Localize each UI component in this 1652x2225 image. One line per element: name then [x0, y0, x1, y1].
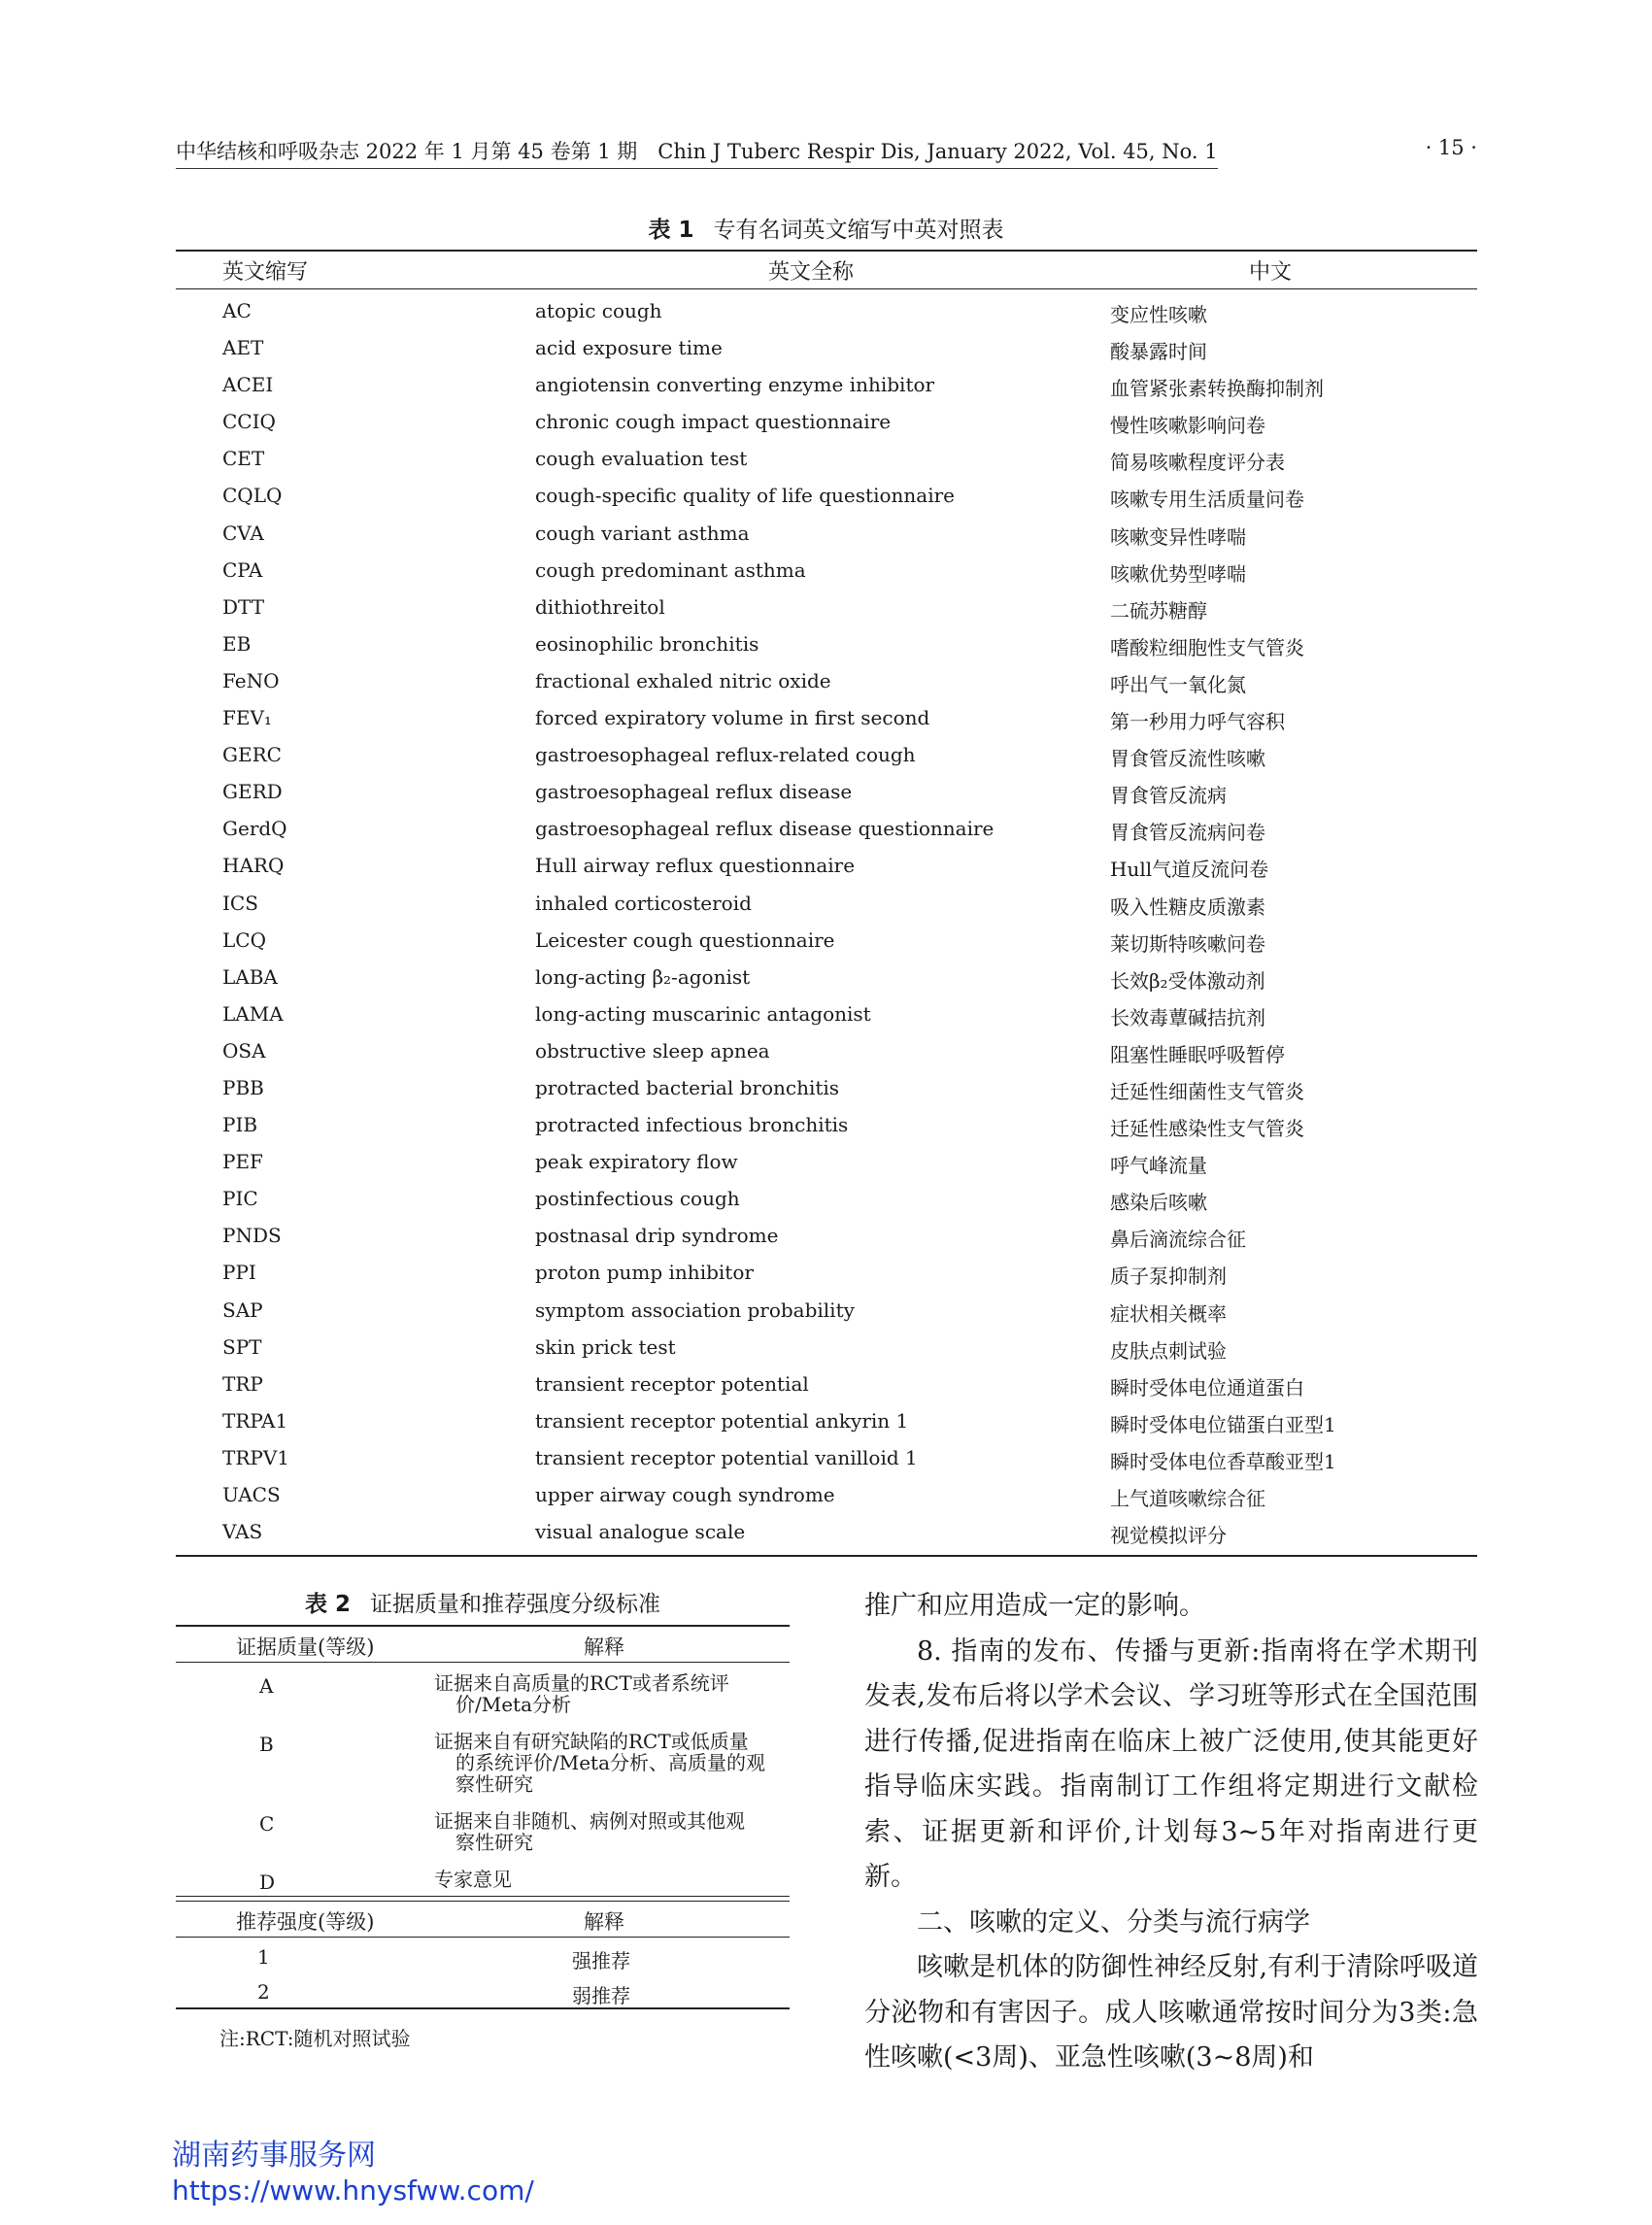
fullname-cell: transient receptor potential	[535, 1371, 809, 1396]
chinese-cell: 感染后咳嗽	[1110, 1191, 1207, 1215]
watermark-url[interactable]: https://www.hnysfww.com/	[172, 2174, 534, 2207]
fullname-cell: cough predominant asthma	[535, 557, 806, 582]
table-bottom-rule	[176, 1555, 1477, 1557]
t2-header-evidence	[176, 1627, 790, 1662]
fullname-cell: peak expiratory flow	[535, 1150, 738, 1174]
evidence-explanation	[434, 1859, 784, 1896]
abbr-cell: PNDS	[222, 1224, 282, 1248]
fullname-cell: eosinophilic bronchitis	[535, 631, 759, 656]
table-row	[176, 1033, 1477, 1070]
fullname-cell: inhaled corticosteroid	[535, 891, 752, 915]
table-row	[176, 330, 1477, 367]
table-row	[176, 700, 1477, 737]
table-row	[176, 1144, 1477, 1181]
table-row	[176, 737, 1477, 774]
abbr-cell: SPT	[222, 1334, 262, 1359]
fullname-cell: postinfectious cough	[535, 1187, 740, 1211]
table-row	[176, 1514, 1477, 1551]
explanation-line: 价/Meta分析	[455, 1693, 572, 1716]
chinese-cell: 长效β₂受体激动剂	[1110, 968, 1265, 993]
evidence-row	[176, 1663, 790, 1721]
chinese-cell: 咳嗽变异性哮喘	[1110, 524, 1246, 549]
paragraph-2: 8. 指南的发布、传播与更新:指南将在学术期刊发表,发布后将以学术会议、学习班等形式在全国范围进行传播,促进指南在临床上被广泛使用,使其能更好指导临床实践。指南制订工作组将定期进行文献检索、证据更新和评价,计划每3~5年对指南进行更新。	[864, 1635, 1478, 1892]
abbr-cell: UACS	[222, 1483, 281, 1506]
abbr-cell: GerdQ	[222, 817, 287, 841]
chinese-cell: 迁延性感染性支气管炎	[1110, 1117, 1304, 1141]
abbr-cell: GERD	[222, 780, 283, 804]
abbr-cell: GERC	[222, 743, 282, 767]
chinese-cell: 第一秒用力呼气容积	[1110, 710, 1285, 734]
body-text	[864, 1584, 1478, 2081]
abbr-cell: PPI	[222, 1261, 256, 1285]
table-row	[176, 553, 1477, 590]
abbr-cell: AC	[222, 299, 252, 322]
fullname-cell: atopic cough	[535, 299, 662, 322]
chinese-cell: 嗜酸粒细胞性支气管炎	[1110, 635, 1304, 659]
chinese-cell: 血管紧张素转换酶抑制剂	[1110, 377, 1324, 401]
table2-caption	[176, 1586, 790, 1618]
fullname-cell: forced expiratory volume in first second	[535, 706, 930, 730]
table-row	[176, 811, 1477, 848]
running-header	[176, 136, 1477, 171]
evidence-grade: A	[259, 1674, 274, 1698]
table-row	[176, 960, 1477, 996]
explanation-line: 察性研究	[455, 1831, 533, 1854]
table-row	[176, 1255, 1477, 1292]
t2-header-recommend	[176, 1902, 790, 1937]
chinese-cell: 鼻后滴流综合征	[1110, 1228, 1246, 1252]
evidence-grade: B	[259, 1733, 274, 1756]
abbr-cell: EB	[222, 631, 252, 656]
fullname-cell: cough variant asthma	[535, 521, 750, 545]
paragraph-3: 咳嗽是机体的防御性神经反射,有利于清除呼吸道分泌物和有害因子。成人咳嗽通常按时间分为3类:急性咳嗽(<3周)、亚急性咳嗽(3~8周)和	[864, 1952, 1478, 2073]
fullname-cell: Hull airway reflux questionnaire	[535, 854, 856, 878]
fullname-cell: visual analogue scale	[535, 1520, 746, 1544]
table-row	[176, 441, 1477, 478]
explanation-line: 证据来自非随机、病例对照或其他观	[434, 1809, 745, 1833]
table2-label: 表 2	[304, 1592, 351, 1617]
abbr-cell: TRP	[222, 1371, 263, 1396]
fullname-cell: transient receptor potential ankyrin 1	[535, 1408, 909, 1433]
fullname-cell: cough evaluation test	[535, 447, 748, 471]
abbr-cell: FEV₁	[222, 706, 272, 730]
abbr-cell: DTT	[222, 594, 265, 619]
fullname-cell: postnasal drip syndrome	[535, 1224, 779, 1248]
abbreviation-table	[176, 250, 1477, 1557]
fullname-cell: gastroesophageal reflux disease	[535, 780, 853, 804]
fullname-cell: protracted infectious bronchitis	[535, 1113, 849, 1137]
page-number: · 15 ·	[1425, 136, 1477, 159]
abbr-cell: TRPA1	[222, 1408, 288, 1433]
abbr-cell: TRPV1	[222, 1445, 290, 1469]
evidence-grade: D	[259, 1871, 276, 1894]
recommend-text: 弱推荐	[572, 1984, 630, 2007]
table1-caption	[0, 212, 1652, 244]
chinese-cell: 胃食管反流病问卷	[1110, 821, 1265, 845]
t2-header-strength: 推荐强度(等级)	[236, 1910, 375, 1934]
table-row	[176, 1070, 1477, 1107]
chinese-cell: 胃食管反流性咳嗽	[1110, 747, 1265, 771]
abbr-cell: AET	[222, 336, 264, 360]
evidence-row	[176, 1801, 790, 1859]
abbr-cell: PIC	[222, 1187, 258, 1211]
recommend-row	[176, 1972, 790, 2007]
abbr-cell: LCQ	[222, 927, 266, 952]
evidence-rows	[176, 1663, 790, 1896]
abbr-cell: VAS	[222, 1520, 263, 1544]
chinese-cell: 上气道咳嗽综合征	[1110, 1487, 1265, 1510]
table-row	[176, 996, 1477, 1033]
chinese-cell: 视觉模拟评分	[1110, 1524, 1227, 1548]
fullname-cell: symptom association probability	[535, 1298, 855, 1322]
evidence-row	[176, 1721, 790, 1801]
chinese-cell: 酸暴露时间	[1110, 340, 1207, 364]
chinese-cell: Hull气道反流问卷	[1110, 858, 1269, 882]
explanation-line: 的系统评价/Meta分析、高质量的观	[455, 1751, 766, 1774]
abbr-cell: ACEI	[222, 373, 274, 397]
header-fullname: 英文全称	[768, 260, 855, 285]
chinese-cell: 呼出气一氧化氮	[1110, 672, 1246, 696]
fullname-cell: long-acting muscarinic antagonist	[535, 1001, 871, 1026]
table-row	[176, 1477, 1477, 1514]
chinese-cell: 阻塞性睡眠呼吸暂停	[1110, 1042, 1285, 1066]
fullname-cell: Leicester cough questionnaire	[535, 927, 835, 952]
t2-bottom-rule	[176, 2007, 790, 2009]
table-row	[176, 1366, 1477, 1403]
t2-mid-rule	[176, 1896, 790, 1897]
table-row	[176, 516, 1477, 553]
chinese-cell: 长效毒蕈碱拮抗剂	[1110, 1005, 1265, 1029]
header-abbr: 英文缩写	[222, 260, 309, 285]
chinese-cell: 症状相关概率	[1110, 1301, 1227, 1326]
table-row	[176, 367, 1477, 404]
chinese-cell: 迁延性细菌性支气管炎	[1110, 1079, 1304, 1103]
table-body	[176, 289, 1477, 1555]
chinese-cell: 慢性咳嗽影响问卷	[1110, 414, 1265, 438]
fullname-cell: fractional exhaled nitric oxide	[535, 668, 831, 692]
fullname-cell: protracted bacterial bronchitis	[535, 1075, 840, 1099]
chinese-cell: 吸入性糖皮质激素	[1110, 894, 1265, 919]
table-row	[176, 848, 1477, 885]
fullname-cell: skin prick test	[535, 1334, 676, 1359]
fullname-cell: gastroesophageal reflux-related cough	[535, 743, 916, 767]
abbr-cell: CVA	[222, 521, 264, 545]
recommend-rows	[176, 1938, 790, 2007]
watermark-name: 湖南药事服务网	[172, 2139, 376, 2173]
chinese-cell: 胃食管反流病	[1110, 784, 1227, 808]
chinese-cell: 莱切斯特咳嗽问卷	[1110, 931, 1265, 956]
table-row	[176, 590, 1477, 626]
abbr-cell: LABA	[222, 964, 278, 989]
abbr-cell: CCIQ	[222, 410, 276, 434]
fullname-cell: long-acting β₂-agonist	[535, 964, 751, 989]
chinese-cell: 质子泵抑制剂	[1110, 1264, 1227, 1289]
fullname-cell: gastroesophageal reflux disease questionnaire	[535, 817, 995, 841]
chinese-cell: 咳嗽优势型哮喘	[1110, 561, 1246, 586]
chinese-cell: 二硫苏糖醇	[1110, 598, 1207, 623]
table2-note: 注:RCT:随机对照试验	[219, 2027, 411, 2050]
chinese-cell: 瞬时受体电位通道蛋白	[1110, 1375, 1304, 1399]
evidence-explanation	[434, 1721, 784, 1801]
fullname-cell: cough-specific quality of life questionnaire	[535, 484, 955, 508]
table-row	[176, 923, 1477, 960]
abbr-cell: CPA	[222, 557, 263, 582]
fullname-cell: dithiothreitol	[535, 594, 665, 619]
recommend-text: 强推荐	[572, 1949, 630, 1972]
chinese-cell: 瞬时受体电位锚蛋白亚型1	[1110, 1412, 1336, 1436]
abbr-cell: PBB	[222, 1075, 264, 1099]
abbr-cell: PIB	[222, 1113, 258, 1137]
recommend-grade: 1	[257, 1945, 270, 1969]
table-row	[176, 293, 1477, 330]
abbr-cell: ICS	[222, 891, 258, 915]
table-header-row	[176, 252, 1477, 288]
explanation-line: 察性研究	[455, 1772, 533, 1796]
abbr-cell: OSA	[222, 1038, 266, 1062]
explanation-line: 证据来自有研究缺陷的RCT或低质量	[434, 1730, 749, 1753]
chinese-cell: 变应性咳嗽	[1110, 303, 1207, 326]
chinese-cell: 简易咳嗽程度评分表	[1110, 451, 1285, 475]
section-heading: 二、咳嗽的定义、分类与流行病学	[917, 1906, 1310, 1938]
abbr-cell: LAMA	[222, 1001, 284, 1026]
header-chinese: 中文	[1249, 260, 1293, 285]
paragraph-1: 推广和应用造成一定的影响。	[864, 1591, 1205, 1621]
abbr-cell: SAP	[222, 1298, 263, 1322]
fullname-cell: proton pump inhibitor	[535, 1261, 754, 1285]
evidence-explanation	[434, 1801, 784, 1859]
chinese-cell: 皮肤点刺试验	[1110, 1338, 1227, 1363]
fullname-cell: obstructive sleep apnea	[535, 1038, 770, 1062]
abbr-cell: PEF	[222, 1150, 263, 1174]
chinese-cell: 瞬时受体电位香草酸亚型1	[1110, 1449, 1336, 1473]
fullname-cell: acid exposure time	[535, 336, 723, 360]
table-row	[176, 774, 1477, 811]
table-row	[176, 1440, 1477, 1477]
abbr-cell: FeNO	[222, 668, 280, 692]
evidence-grade: C	[259, 1812, 275, 1836]
table1-title: 专有名词英文缩写中英对照表	[713, 218, 1004, 243]
table2-title: 证据质量和推荐强度分级标准	[370, 1592, 660, 1617]
t2-header-explain: 解释	[584, 1635, 624, 1659]
fullname-cell: chronic cough impact questionnaire	[535, 410, 892, 434]
table-row	[176, 886, 1477, 923]
abbr-cell: HARQ	[222, 854, 285, 878]
abbr-cell: CQLQ	[222, 484, 283, 508]
explanation-line: 证据来自高质量的RCT或者系统评	[434, 1671, 729, 1695]
recommend-row	[176, 1938, 790, 1972]
chinese-cell: 咳嗽专用生活质量问卷	[1110, 488, 1304, 512]
journal-citation: 中华结核和呼吸杂志 2022 年 1 月第 45 卷第 1 期 Chin J Tuberc Respir Dis, January 2022, Vol. 45, No. 1	[176, 136, 1218, 169]
chinese-cell: 呼气峰流量	[1110, 1154, 1207, 1178]
fullname-cell: angiotensin converting enzyme inhibitor	[535, 373, 935, 397]
table1-label: 表 1	[648, 218, 694, 243]
watermark[interactable]	[172, 2139, 534, 2208]
t2-header-explain-2: 解释	[584, 1910, 624, 1934]
evidence-row	[176, 1859, 790, 1896]
table-row	[176, 478, 1477, 515]
table-row	[176, 626, 1477, 663]
fullname-cell: upper airway cough syndrome	[535, 1483, 835, 1506]
t2-header-grade: 证据质量(等级)	[236, 1635, 375, 1659]
evidence-grading-table	[176, 1625, 790, 2009]
table-row	[176, 1330, 1477, 1366]
fullname-cell: transient receptor potential vanilloid 1	[535, 1445, 918, 1469]
table-row	[176, 1218, 1477, 1255]
explanation-line: 专家意见	[434, 1868, 512, 1891]
table-row	[176, 1403, 1477, 1440]
table-row	[176, 663, 1477, 700]
evidence-explanation	[434, 1663, 784, 1721]
table-row	[176, 404, 1477, 441]
abbr-cell: CET	[222, 447, 265, 471]
table-row	[176, 1181, 1477, 1218]
recommend-grade: 2	[257, 1980, 270, 2004]
table-row	[176, 1293, 1477, 1330]
table-row	[176, 1107, 1477, 1144]
